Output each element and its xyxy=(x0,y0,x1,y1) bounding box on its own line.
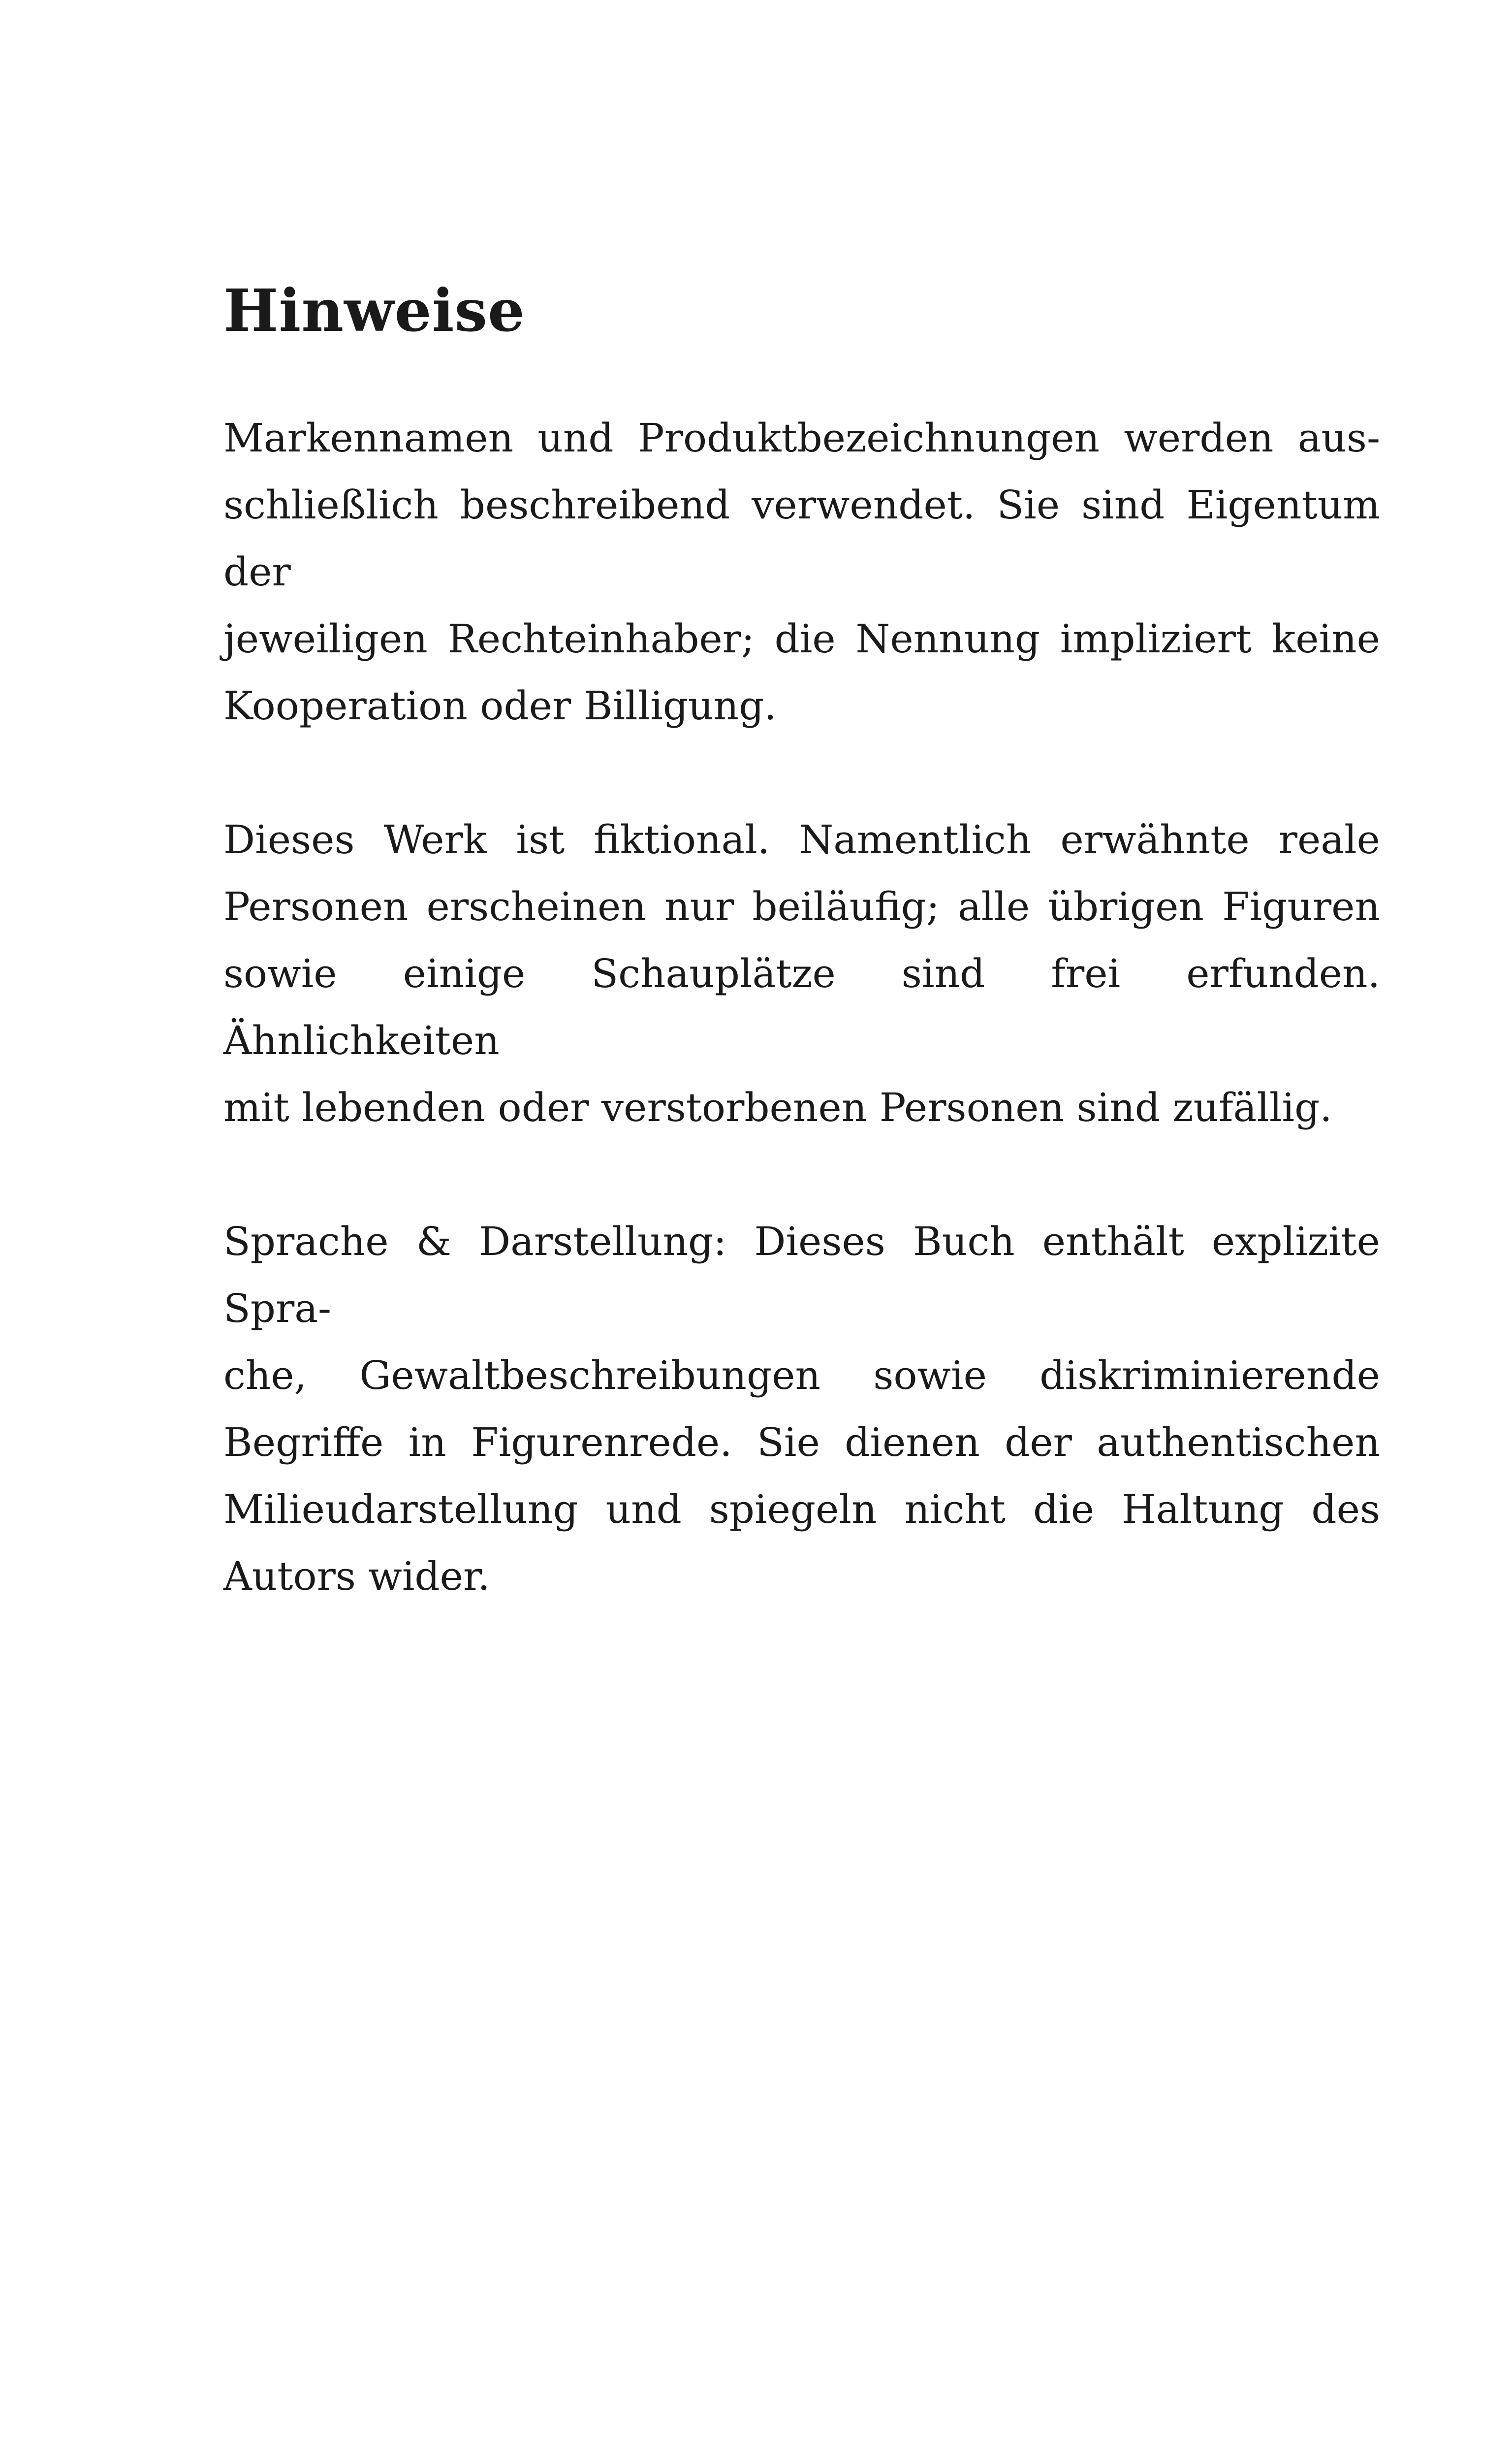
text-line: sowie einige Schauplätze sind frei erfunden. Ähnlichkeiten xyxy=(223,950,1380,1063)
text-line: che, Gewaltbeschreibungen sowie diskriminierende xyxy=(223,1352,1380,1398)
text-line: jeweiligen Rechteinhaber; die Nennung impliziert keine xyxy=(223,615,1380,662)
text-line: Personen erscheinen nur beiläufig; alle übrigen Figuren xyxy=(223,883,1380,930)
text-line: mit lebenden oder verstorbenen Personen sind zufällig. xyxy=(223,1084,1332,1130)
paragraph-language-warning xyxy=(223,1208,1380,1610)
text-line: Markennamen und Produktbezeichnungen werden aus- xyxy=(223,415,1380,461)
text-line: Sprache & Darstellung: Dieses Buch enthält explizite Spra- xyxy=(223,1218,1380,1331)
paragraph-fiction-disclaimer xyxy=(223,806,1380,1141)
text-line: Dieses Werk ist fiktional. Namentlich erwähnte reale xyxy=(223,816,1380,863)
text-line: Autors wider. xyxy=(223,1553,490,1599)
text-line: Milieudarstellung und spiegeln nicht die Haltung des xyxy=(223,1486,1380,1532)
text-line: Begriffe in Figurenrede. Sie dienen der authentischen xyxy=(223,1419,1380,1465)
text-line: schließlich beschreibend verwendet. Sie sind Eigentum der xyxy=(223,482,1380,595)
document-body xyxy=(223,276,1380,1610)
paragraph-trademarks xyxy=(223,405,1380,739)
page-title: Hinweise xyxy=(223,276,526,345)
text-line: Kooperation oder Billigung. xyxy=(223,682,777,729)
